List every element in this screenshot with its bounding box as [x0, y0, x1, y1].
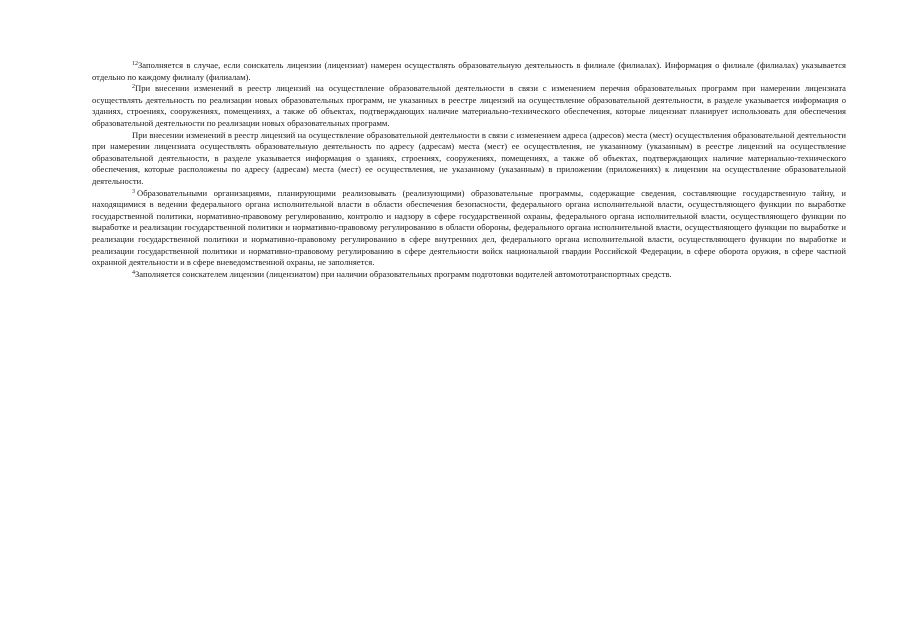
footnote-4 — [92, 269, 846, 281]
footnote-marker: 2 — [132, 84, 135, 91]
footnote-2 — [92, 83, 846, 129]
footnote-2-continued — [92, 130, 846, 188]
footnote-3 — [92, 188, 846, 269]
footnote-marker: 4 — [132, 269, 135, 276]
footnote-text: Заполняется соискателем лицензии (лицензиатом) при наличии образовательных программ подготовки водителей автомототранспортных средств. — [135, 268, 672, 279]
footnotes-section — [92, 60, 846, 280]
footnote-text: Образовательными организациями, планирующими реализовывать (реализующими) образовательные программы, содержащие сведения, составляющие государственную тайну, и находящимися в ведении федерального органа исполнительной власти в области обеспечения безопасности, федерального органа исполнительной власти, осуществляющего функции по выработке государственной политики, нормативно-правовому регулированию, контролю и надзору в сфере государственной охраны, федерального органа исполнительной власти, осуществляющего функции по выработке и реализации государственной политики и нормативно-правовому регулированию в области обороны, федерального органа исполнительной власти, осуществляющего функции по выработке и реализации государственной политики и нормативно-правовому регулированию в сфере внутренних дел, федерального органа исполнительной власти, осуществляющего функции по выработке и реализации государственной политики и нормативно-правовому регулированию в сфере деятельности войск национальной гвардии Российской Федерации, в сфере оборота оружия, в сфере частной охранной деятельности и в сфере вневедомственной охраны, не заполняется. — [92, 187, 846, 268]
footnote-marker: 3 — [132, 188, 135, 195]
footnote-text: При внесении изменений в реестр лицензий на осуществление образовательной деятельности в связи с изменением перечня образовательных программ при намерении лицензиата осуществлять деятельность по реализации новых образовательных программ, не указанных в реестре лицензий на осуществление образовательной деятельности, в разделе указывается информация о зданиях, строениях, сооружениях, помещениях, а также об объектах, подтверждающих наличие материально-технического обеспечения, которые лицензиат планирует использовать для обеспечения образовательной деятельности по реализации новых образовательных программ. — [92, 83, 846, 128]
footnote-text: Заполняется в случае, если соискатель лицензии (лицензиат) намерен осуществлять образовательную деятельность в филиале (филиалах). Информация о филиале (филиалах) указывается отдельно по каждому филиалу (филиалам). — [92, 60, 846, 82]
footnote-marker: 12 — [132, 61, 138, 67]
footnote-12 — [92, 60, 846, 83]
footnote-text: При внесении изменений в реестр лицензий на осуществление образовательной деятельности в связи с изменением адреса (адресов) места (мест) осуществления образовательной деятельности при намерении лицензиата осуществлять образовательную деятельность по адресу (адресам) места (мест) ее осуществления, не указанному (указанным) в реестре лицензий на осуществление образовательной деятельности, в разделе указывается информация о зданиях, строениях, сооружениях, помещениях, а также об объектах, подтверждающих наличие материально-технического обеспечения, которые расположены по адресу (адресам) места (мест) ее осуществления, не указанному (указанным) в приложении (приложениях) к лицензии на осуществление образовательной деятельности. — [92, 129, 846, 186]
